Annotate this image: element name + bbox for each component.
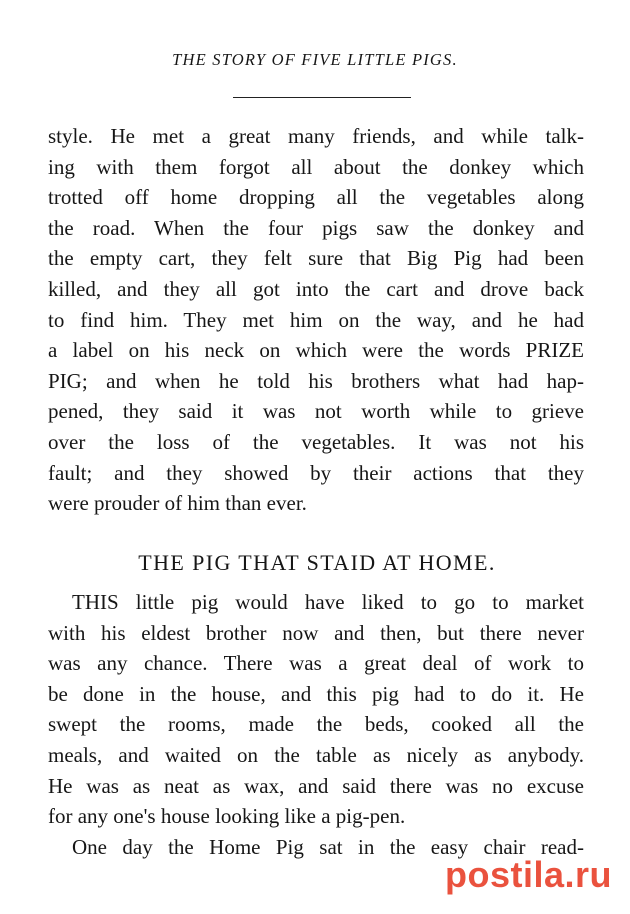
paragraph-home-pig <box>48 587 584 832</box>
text-line: a label on his neck on which were the words PRIZE <box>48 338 584 363</box>
text-line: THIS little pig would have liked to go to market <box>72 590 584 614</box>
text-line: PIG; and when he told his brothers what had hap- <box>48 368 584 393</box>
text-line: He was as neat as wax, and said there was no excuse <box>48 773 584 798</box>
text-line: pened, they said it was not worth while to grieve <box>48 399 584 424</box>
text-line: the empty cart, they felt sure that Big Pig had been <box>48 246 584 271</box>
text-line: the road. When the four pigs saw the donkey and <box>48 215 584 240</box>
text-line: was any chance. There was a great deal of work to <box>48 651 584 676</box>
text-line: swept the rooms, made the beds, cooked all the <box>48 712 584 737</box>
text-line: meals, and waited on the table as nicely as anybody. <box>48 742 584 767</box>
text-line: to find him. They met him on the way, and he had <box>48 307 584 332</box>
text-line: ing with them forgot all about the donkey which <box>48 154 584 179</box>
text-line: trotted off home dropping all the vegetables along <box>48 185 584 210</box>
section-title: THE PIG THAT STAID AT HOME. <box>138 550 496 575</box>
text-line: style. He met a great many friends, and while talk- <box>48 124 584 148</box>
running-head-title: THE STORY OF FIVE LITTLE PIGS. <box>172 50 458 69</box>
paragraph-continuation <box>48 121 584 519</box>
watermark-logo: postila.ru <box>444 854 612 895</box>
text-line: One day the Home Pig sat in the easy chair read- <box>72 835 584 859</box>
text-line: fault; and they showed by their actions that they <box>48 460 584 485</box>
text-line: were prouder of him than ever. <box>48 491 307 516</box>
text-line: for any one's house looking like a pig-pen. <box>48 804 406 829</box>
text-line: over the loss of the vegetables. It was not his <box>48 429 584 454</box>
text-line: with his eldest brother now and then, but there never <box>48 620 584 645</box>
text-line: killed, and they all got into the cart and drove back <box>48 276 584 301</box>
text-line: be done in the house, and this pig had to do it. He <box>48 681 584 706</box>
header-rule <box>233 97 411 98</box>
